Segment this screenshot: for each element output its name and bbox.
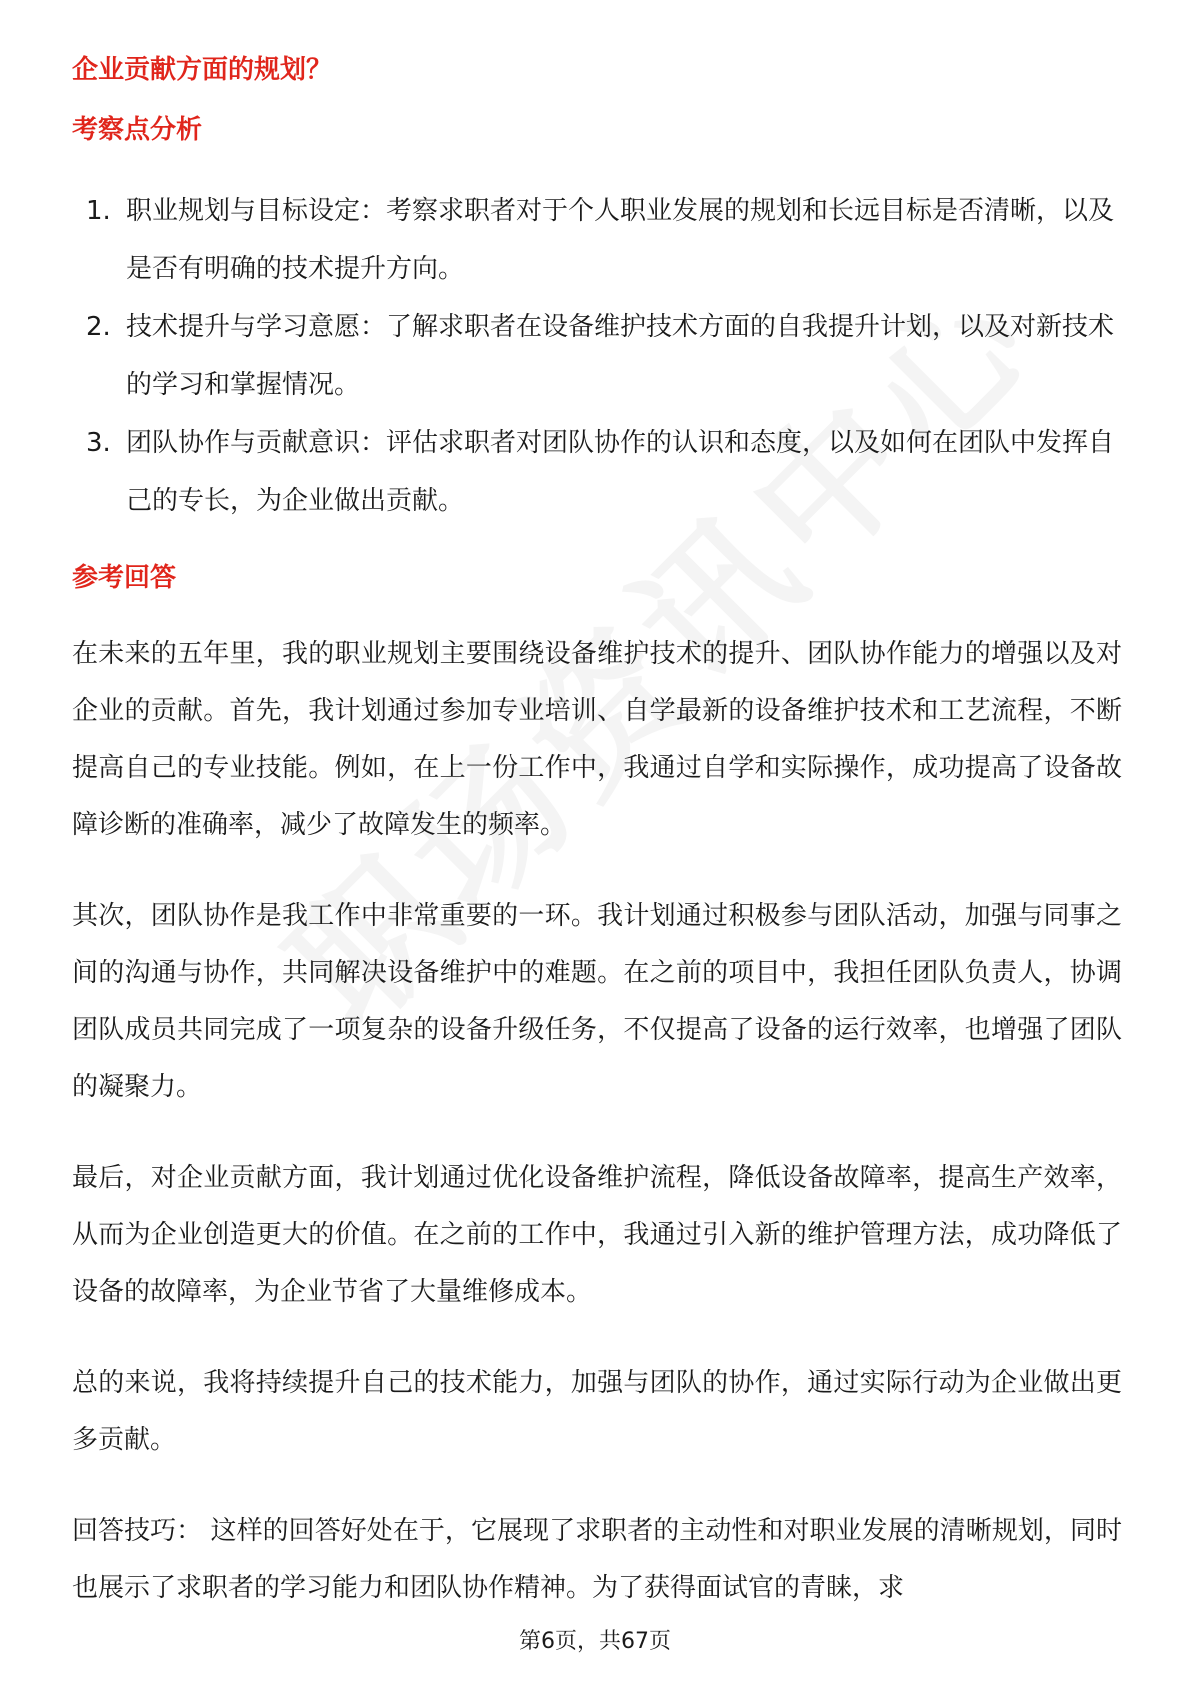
- question-title: 企业贡献方面的规划？: [72, 55, 333, 85]
- list-number: 2.: [86, 312, 111, 342]
- analysis-item-text: 团队协作与贡献意识：评估求职者对团队协作的认识和态度，以及如何在团队中发挥自己的专长，为企业做出贡献。: [126, 428, 1115, 516]
- page-number: 第6页，共67页: [519, 1629, 671, 1654]
- list-number: 3.: [86, 428, 111, 458]
- analysis-item-1: [72, 182, 1122, 298]
- analysis-item-text: 技术提升与学习意愿：了解求职者在设备维护技术方面的自我提升计划，以及对新技术的学习和掌握情况。: [126, 312, 1115, 400]
- answer-paragraph-1: 在未来的五年里，我的职业规划主要围绕设备维护技术的提升、团队协作能力的增强以及对企业的贡献。首先，我计划通过参加专业培训、自学最新的设备维护技术和工艺流程，不断提高自己的专业技能。例如，在上一份工作中，我通过自学和实际操作，成功提高了设备故障诊断的准确率，减少了故障发生的频率。: [72, 639, 1122, 840]
- answer-paragraph-2: 其次，团队协作是我工作中非常重要的一环。我计划通过积极参与团队活动，加强与同事之间的沟通与协作，共同解决设备维护中的难题。在之前的项目中，我担任团队负责人，协调团队成员共同完成了一项复杂的设备升级任务，不仅提高了设备的运行效率，也增强了团队的凝聚力。: [72, 901, 1122, 1102]
- answer-tip-paragraph: 回答技巧： 这样的回答好处在于，它展现了求职者的主动性和对职业发展的清晰规划，同时也展示了求职者的学习能力和团队协作精神。为了获得面试官的青睐，求: [72, 1516, 1122, 1603]
- content: [72, 52, 1122, 1651]
- analysis-list: [72, 182, 1122, 530]
- analysis-item-3: [72, 414, 1122, 530]
- answer-heading: 参考回答: [72, 563, 177, 593]
- analysis-item-text: 职业规划与目标设定：考察求职者对于个人职业发展的规划和长远目标是否清晰，以及是否有明确的技术提升方向。: [126, 196, 1115, 284]
- list-number: 1.: [86, 196, 111, 226]
- answer-paragraph-4: 总的来说，我将持续提升自己的技术能力，加强与团队的协作，通过实际行动为企业做出更多贡献。: [72, 1368, 1122, 1455]
- analysis-item-2: [72, 298, 1122, 414]
- answer-paragraph-3: 最后，对企业贡献方面，我计划通过优化设备维护流程，降低设备故障率，提高生产效率，从而为企业创造更大的价值。在之前的工作中，我通过引入新的维护管理方法，成功降低了设备的故障率，为企业节省了大量维修成本。: [72, 1163, 1122, 1307]
- analysis-heading: 考察点分析: [72, 115, 203, 145]
